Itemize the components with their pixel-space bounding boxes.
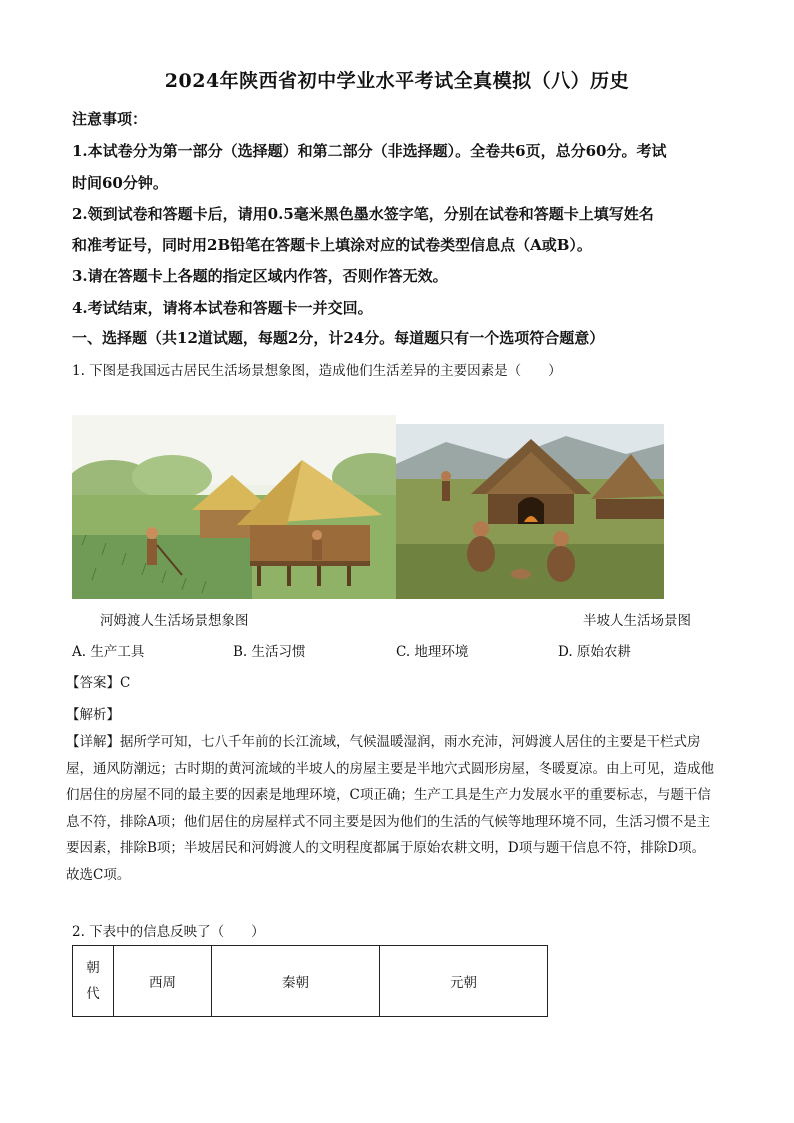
notice-item: 时间60分钟。 xyxy=(72,174,168,192)
caption-hemudu: 河姆渡人生活场景想象图 xyxy=(100,613,249,629)
notice-item: 1.本试卷分为第一部分（选择题）和第二部分（非选择题）。全卷共6页，总分60分。考试 xyxy=(72,142,667,160)
detail-text: 【详解】据所学可知，七八千年前的长江流域，气候温暖湿润，雨水充沛，河姆渡人居住的主要是干栏式房屋，通风防潮远；古时期的黄河流域的半坡人的房屋主要是半地穴式圆形房屋，冬暖夏凉。由上可见，造成他们居住的房屋不同的最主要的因素是地理环境，C项正确；生产工具是生产力发展水平的重要标志，与题干信息不符，排除A项；他们居住的房屋样式不同主要是因为他们的生活的气候等地理环境不同，生活习惯不是主要因素，排除B项；半坡居民和河姆渡人的文明程度都属于原始农耕文明，D项与题干信息不符，排除D项。故选C项。 xyxy=(66,734,714,883)
analysis-label: 【解析】 xyxy=(66,707,120,723)
hemudu-scene-icon xyxy=(72,415,396,599)
question-2-stem: 2. 下表中的信息反映了（ ） xyxy=(72,924,265,940)
caption-banpo: 半坡人生活场景图 xyxy=(583,613,691,629)
page-title: 2024年陕西省初中学业水平考试全真模拟（八）历史 xyxy=(164,70,630,92)
header-text: 朝代 xyxy=(86,960,100,1002)
dynasty-table xyxy=(72,945,548,1017)
table-header-cell xyxy=(73,946,114,1017)
notice-item: 和准考证号，同时用2B铅笔在答题卡上填涂对应的试卷类型信息点（A或B）。 xyxy=(72,236,592,254)
notice-item: 2.领到试卷和答题卡后，请用0.5毫米黑色墨水签字笔，分别在试卷和答题卡上填写姓名 xyxy=(72,205,654,223)
notice-heading: 注意事项： xyxy=(72,110,148,128)
option-b: B. 生活习惯 xyxy=(233,644,306,660)
notice-item: 3.请在答题卡上各题的指定区域内作答，否则作答无效。 xyxy=(72,267,448,285)
hemudu-illustration xyxy=(72,415,396,599)
answer-label: 【答案】C xyxy=(66,675,131,691)
banpo-scene-icon xyxy=(396,424,664,599)
table-cell: 秦朝 xyxy=(212,946,380,1017)
option-c: C. 地理环境 xyxy=(396,644,469,660)
table-cell: 西周 xyxy=(114,946,212,1017)
question-1-stem: 1. 下图是我国远古居民生活场景想象图，造成他们生活差异的主要因素是（ ） xyxy=(72,363,562,379)
table-cell: 元朝 xyxy=(380,946,548,1017)
section-heading: 一、选择题（共12道试题，每题2分，计24分。每道题只有一个选项符合题意） xyxy=(72,329,605,347)
option-a: A. 生产工具 xyxy=(72,644,145,660)
option-d: D. 原始农耕 xyxy=(558,644,631,660)
table-row xyxy=(73,946,548,1017)
banpo-illustration xyxy=(396,424,664,599)
notice-item: 4.考试结束，请将本试卷和答题卡一并交回。 xyxy=(72,299,373,317)
